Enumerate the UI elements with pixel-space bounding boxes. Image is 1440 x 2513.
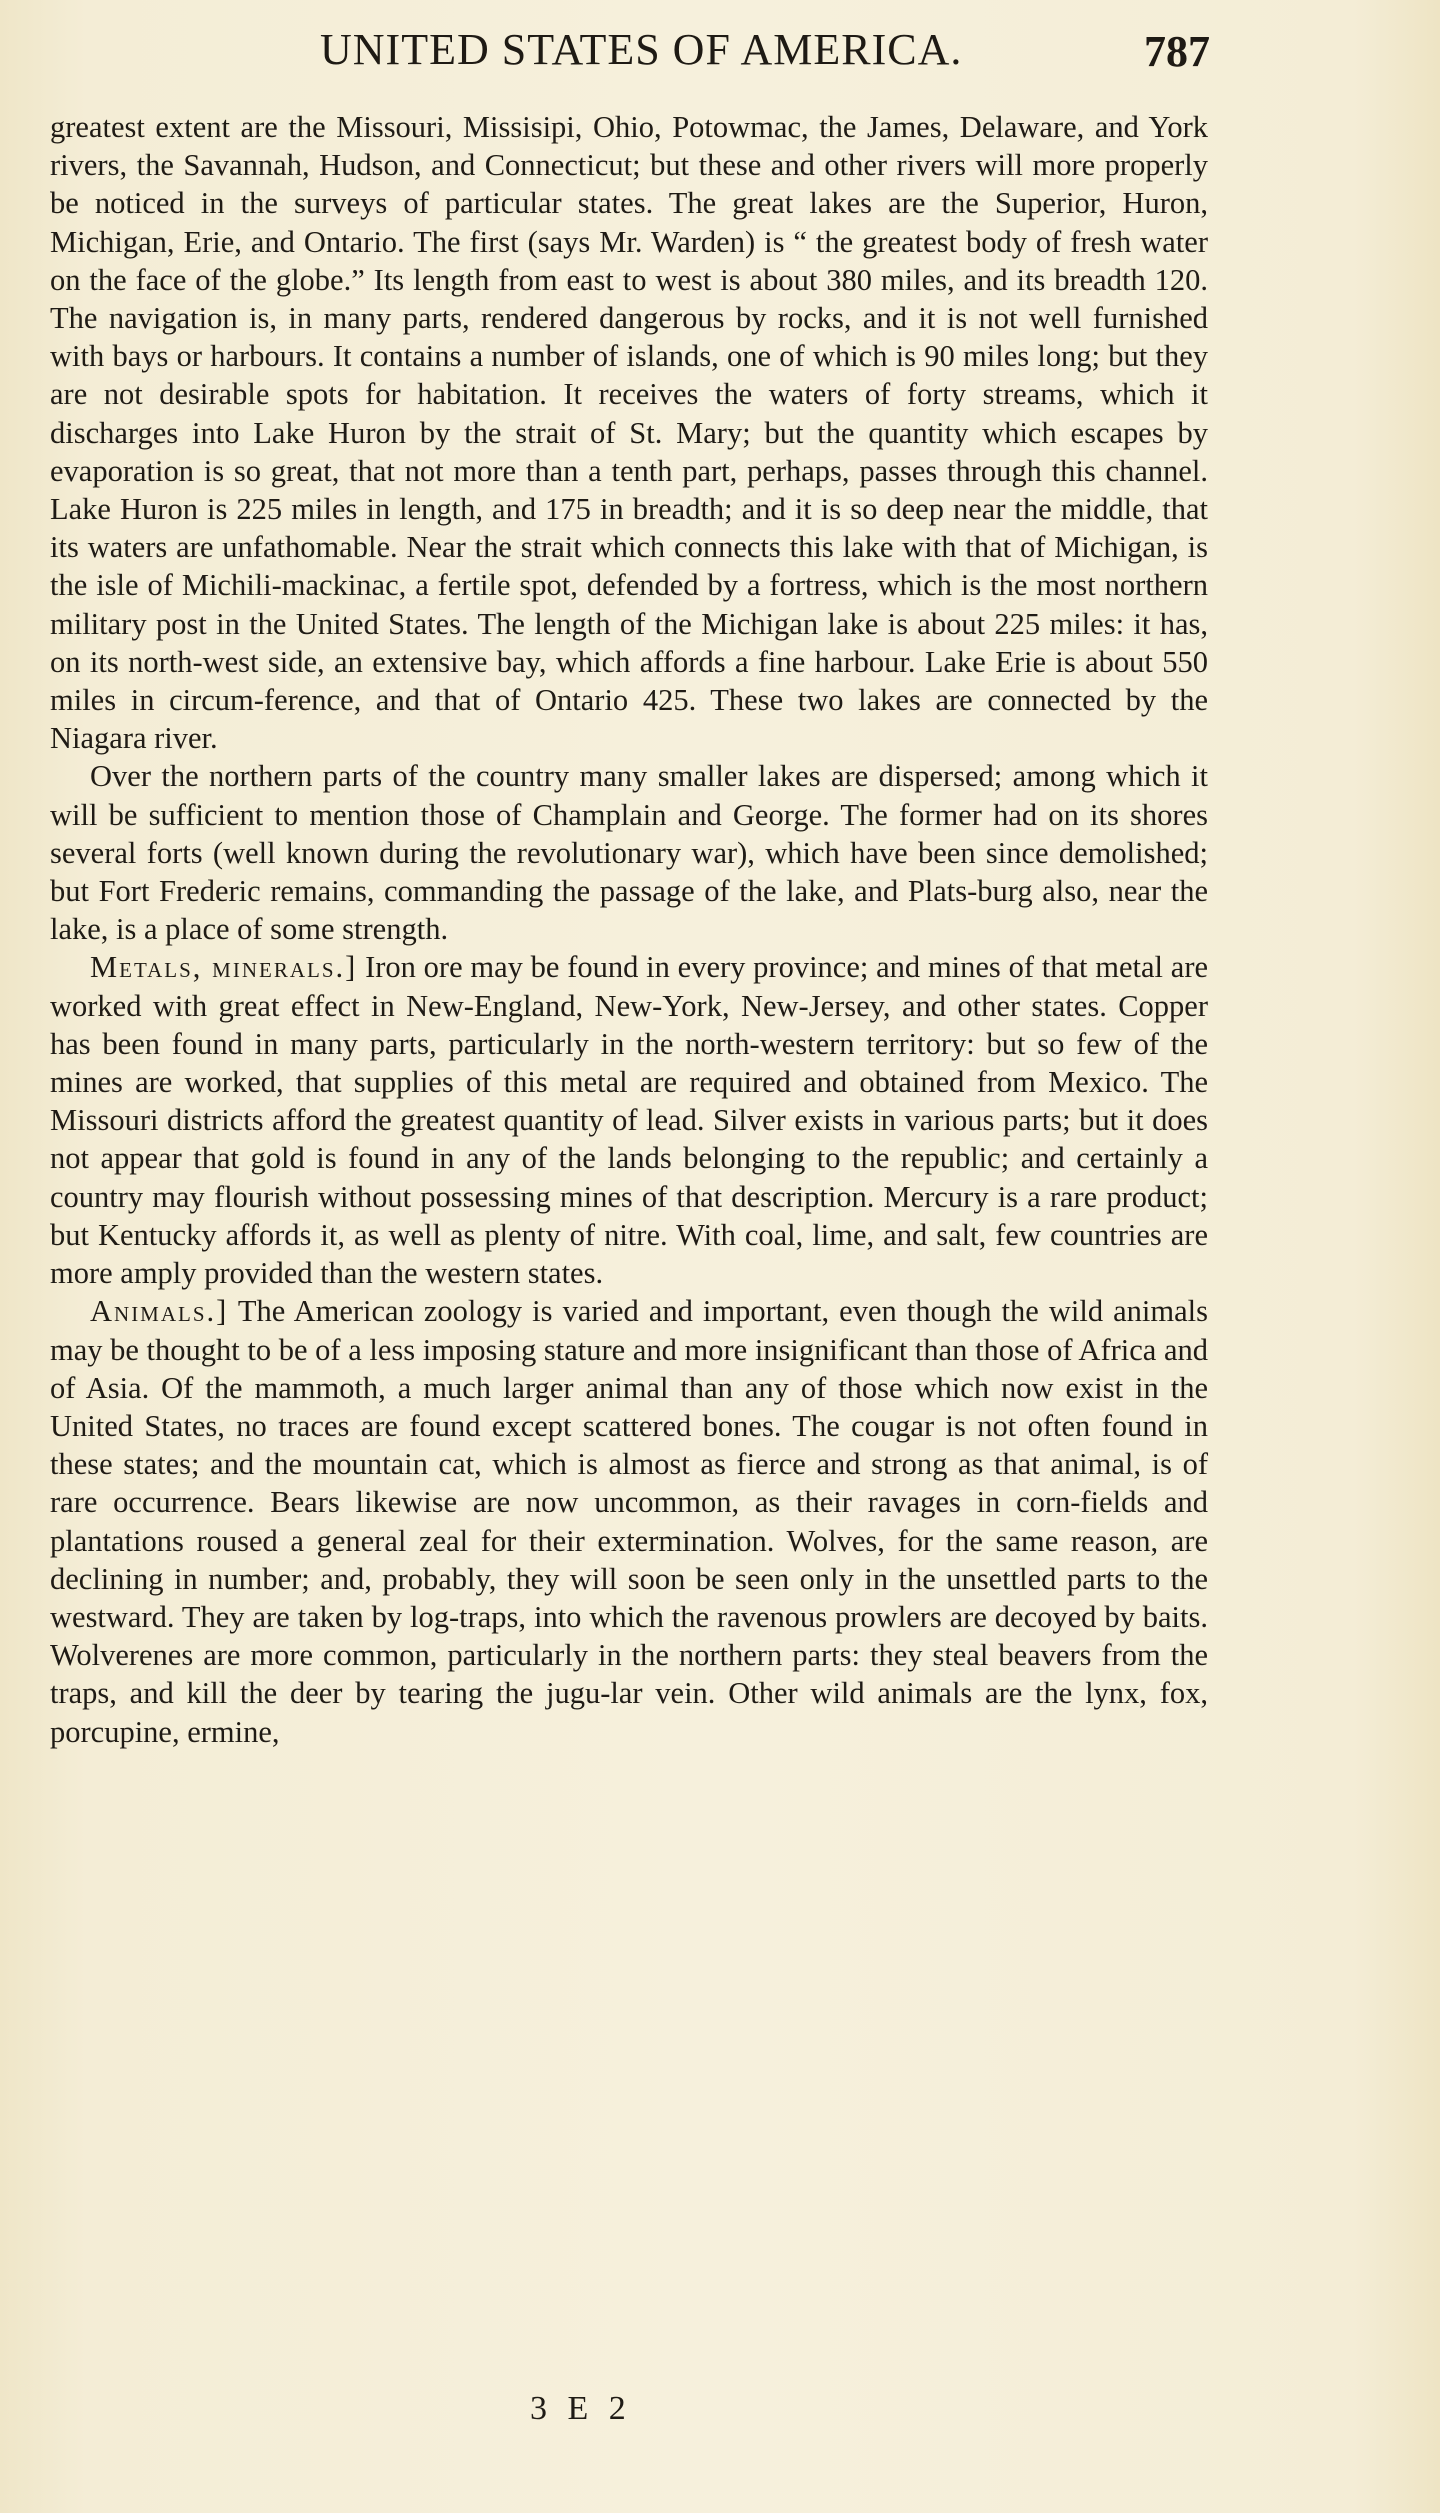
signature-mark: 3 E 2 [530, 2390, 632, 2427]
section-heading-animals: Animals.] [90, 1294, 229, 1329]
page-header [50, 24, 1210, 84]
paragraph-metals-minerals [50, 948, 1208, 1292]
body-text [50, 108, 1208, 1751]
running-head: UNITED STATES OF AMERICA. [320, 25, 963, 74]
paragraph-animals [50, 1292, 1208, 1750]
paragraph-animals-text: The American zoology is varied and important, even though the wild animals may be thought to be of a less imposing stature and more insignificant than those of Africa and of Asia. Of the mammoth, a much larger animal than any of those which now exist in the United States, no traces are found except scattered bones. The cougar is not often found in these states; and the mountain cat, which is almost as fierce and strong as that animal, is of rare occurrence. Bears likewise are now uncommon, as their ravages in corn-fields and plantations roused a general zeal for their extermination. Wolves, for the same reason, are declining in number; and, probably, they will soon be seen only in the unsettled parts to the westward. They are taken by log-traps, into which the ravenous prowlers are decoyed by baits. Wolverenes are more common, particularly in the northern parts: they steal beavers from the traps, and kill the deer by tearing the jugu-lar vein. Other wild animals are the lynx, fox, porcupine, ermine, [50, 1294, 1208, 1749]
section-heading-metals: Metals, minerals.] [90, 950, 358, 985]
paragraph-smaller-lakes: Over the northern parts of the country many smaller lakes are dispersed; among which it will be sufficient to mention those of Champlain and George. The former had on its shores several forts (well known during the revolutionary war), which have been since demolished; but Fort Frederic remains, commanding the passage of the lake, and Plats-burg also, near the lake, is a place of some strength. [50, 759, 1208, 947]
paragraph-rivers-lakes: greatest extent are the Missouri, Missisipi, Ohio, Potowmac, the James, Delaware, and York rivers, the Savannah, Hudson, and Connecticut; but these and other rivers will more properly be noticed in the surveys of particular states. The great lakes are the Superior, Huron, Michigan, Erie, and Ontario. The first (says Mr. Warden) is “ the greatest body of fresh water on the face of the globe.” Its length from east to west is about 380 miles, and its breadth 120. The navigation is, in many parts, rendered dangerous by rocks, and it is not well furnished with bays or harbours. It contains a number of islands, one of which is 90 miles long; but they are not desirable spots for habitation. It receives the waters of forty streams, which it discharges into Lake Huron by the strait of St. Mary; but the quantity which escapes by evaporation is so great, that not more than a tenth part, perhaps, passes through this channel. Lake Huron is 225 miles in length, and 175 in breadth; and it is so deep near the middle, that its waters are unfathomable. Near the strait which connects this lake with that of Michigan, is the isle of Michili-mackinac, a fertile spot, defended by a fortress, which is the most northern military post in the United States. The length of the Michigan lake is about 225 miles: it has, on its north-west side, an extensive bay, which affords a fine harbour. Lake Erie is about 550 miles in circum-ference, and that of Ontario 425. These two lakes are connected by the Niagara river. [50, 110, 1208, 756]
page-number: 787 [1144, 27, 1210, 76]
paragraph-metals-text: Iron ore may be found in every province; and mines of that metal are worked with great effect in New-England, New-York, New-Jersey, and other states. Copper has been found in many parts, particularly in the north-western territory: but so few of the mines are worked, that supplies of this metal are required and obtained from Mexico. The Missouri districts afford the greatest quantity of lead. Silver exists in various parts; but it does not appear that gold is found in any of the lands belonging to the republic; and certainly a country may flourish without possessing mines of that description. Mercury is a rare product; but Kentucky affords it, as well as plenty of nitre. With coal, lime, and salt, few countries are more amply provided than the western states. [50, 950, 1209, 1291]
